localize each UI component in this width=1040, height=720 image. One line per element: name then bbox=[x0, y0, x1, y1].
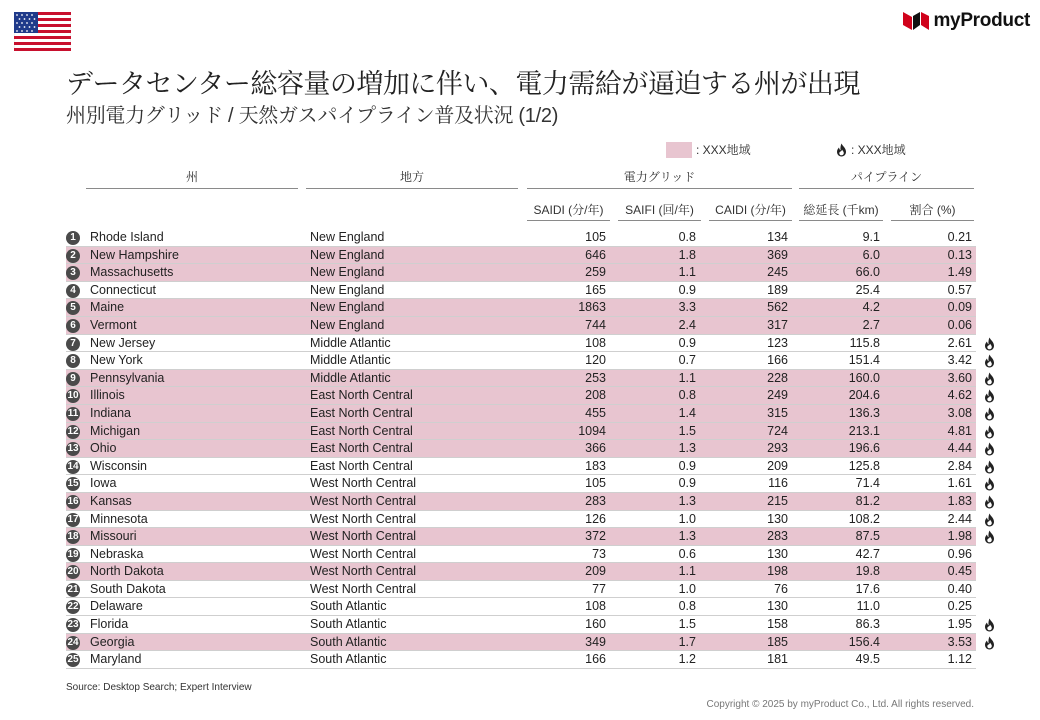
header-divider bbox=[891, 220, 974, 221]
caidi-value: 130 bbox=[767, 511, 788, 526]
region-name: West North Central bbox=[310, 529, 417, 544]
saifi-value: 1.1 bbox=[678, 370, 696, 385]
saidi-value: 183 bbox=[585, 458, 606, 473]
saidi-value: 646 bbox=[585, 247, 606, 262]
pipeline-length-value: 87.5 bbox=[855, 529, 880, 544]
pipeline-length-value: 204.6 bbox=[848, 388, 880, 403]
caidi-value: 130 bbox=[767, 599, 788, 614]
saidi-value: 108 bbox=[585, 335, 606, 350]
flame-icon bbox=[984, 354, 995, 368]
saifi-value: 1.4 bbox=[678, 405, 696, 420]
pipeline-ratio-value: 1.95 bbox=[947, 617, 972, 632]
page-title: データセンター総容量の増加に伴い、電力需給が逼迫する州が出現 bbox=[66, 69, 860, 99]
state-name: Vermont bbox=[90, 317, 137, 332]
caidi-value: 369 bbox=[767, 247, 788, 262]
brand-mark-icon bbox=[903, 12, 929, 30]
header-caidi: CAIDI (分/年) bbox=[715, 203, 786, 217]
table-row bbox=[66, 405, 976, 423]
table-row bbox=[66, 247, 976, 265]
region-name: Middle Atlantic bbox=[310, 335, 391, 350]
table-row bbox=[66, 317, 976, 335]
pipeline-length-value: 151.4 bbox=[848, 353, 880, 368]
state-table bbox=[66, 229, 976, 669]
saidi-value: 283 bbox=[585, 493, 606, 508]
row-number-badge: 19 bbox=[67, 548, 79, 560]
pipeline-ratio-value: 0.40 bbox=[947, 581, 972, 596]
region-name: East North Central bbox=[310, 423, 413, 438]
region-name: South Atlantic bbox=[310, 617, 387, 632]
saidi-value: 744 bbox=[585, 317, 606, 332]
region-name: South Atlantic bbox=[310, 652, 387, 667]
saifi-value: 3.3 bbox=[678, 300, 696, 315]
pipeline-ratio-value: 0.57 bbox=[947, 282, 972, 297]
row-number-badge: 4 bbox=[66, 284, 80, 298]
state-name: Michigan bbox=[90, 423, 141, 438]
saifi-value: 1.1 bbox=[678, 564, 696, 579]
table-row bbox=[66, 598, 976, 616]
saidi-value: 455 bbox=[585, 405, 606, 420]
saifi-value: 1.3 bbox=[678, 441, 696, 456]
flame-icon bbox=[984, 407, 995, 421]
pipeline-length-value: 25.4 bbox=[855, 282, 880, 297]
pipeline-length-value: 66.0 bbox=[855, 265, 880, 280]
table-row bbox=[66, 511, 976, 529]
brand-name: myProduct bbox=[933, 10, 1030, 31]
pipeline-length-value: 125.8 bbox=[848, 458, 880, 473]
saidi-value: 73 bbox=[592, 546, 606, 561]
legend-shaded bbox=[666, 141, 751, 158]
pipeline-ratio-value: 3.42 bbox=[947, 353, 972, 368]
header-saifi: SAIFI (回/年) bbox=[625, 203, 694, 217]
saifi-value: 1.3 bbox=[678, 493, 696, 508]
state-name: Indiana bbox=[90, 405, 132, 420]
saidi-value: 126 bbox=[585, 511, 606, 526]
pipeline-ratio-value: 0.13 bbox=[947, 247, 972, 262]
state-name: Minnesota bbox=[90, 511, 148, 526]
legend-shade-label: : XXX地域 bbox=[696, 143, 751, 157]
row-number-badge: 5 bbox=[66, 301, 80, 315]
saidi-value: 105 bbox=[585, 476, 606, 491]
region-name: East North Central bbox=[310, 388, 413, 403]
row-number-badge: 8 bbox=[66, 354, 80, 368]
table-row bbox=[66, 475, 976, 493]
pipeline-length-value: 81.2 bbox=[855, 493, 880, 508]
region-name: New England bbox=[310, 265, 385, 280]
pipeline-ratio-value: 1.83 bbox=[947, 493, 972, 508]
pipeline-ratio-value: 1.49 bbox=[947, 265, 972, 280]
caidi-value: 158 bbox=[767, 617, 788, 632]
pipeline-ratio-value: 4.44 bbox=[947, 441, 972, 456]
pipeline-ratio-value: 0.25 bbox=[947, 599, 972, 614]
flame-icon bbox=[984, 442, 995, 456]
pipeline-length-value: 196.6 bbox=[848, 441, 880, 456]
region-name: New England bbox=[310, 247, 385, 262]
caidi-value: 215 bbox=[767, 493, 788, 508]
saifi-value: 1.1 bbox=[678, 265, 696, 280]
state-name: Kansas bbox=[90, 493, 132, 508]
header-divider bbox=[306, 188, 518, 189]
flame-icon bbox=[984, 460, 995, 474]
state-name: New York bbox=[90, 353, 143, 368]
row-number-badge: 17 bbox=[67, 513, 79, 525]
region-name: New England bbox=[310, 300, 385, 315]
pipeline-length-value: 42.7 bbox=[855, 546, 880, 561]
caidi-value: 249 bbox=[767, 388, 788, 403]
saifi-value: 1.0 bbox=[678, 581, 696, 596]
header-divider bbox=[618, 220, 701, 221]
table-row bbox=[66, 352, 976, 370]
state-name: Wisconsin bbox=[90, 458, 147, 473]
saifi-value: 1.0 bbox=[678, 511, 696, 526]
pipeline-ratio-value: 4.81 bbox=[947, 423, 972, 438]
pipeline-length-value: 6.0 bbox=[862, 247, 880, 262]
pipeline-length-value: 213.1 bbox=[848, 423, 880, 438]
saifi-value: 0.9 bbox=[678, 458, 696, 473]
caidi-value: 166 bbox=[767, 353, 788, 368]
row-number-badge: 21 bbox=[67, 583, 79, 595]
legend-shade-swatch bbox=[666, 142, 692, 158]
flame-icon bbox=[984, 636, 995, 650]
saifi-value: 1.5 bbox=[678, 617, 696, 632]
caidi-value: 181 bbox=[767, 652, 788, 667]
pipeline-ratio-value: 2.61 bbox=[947, 335, 972, 350]
caidi-value: 134 bbox=[767, 230, 788, 244]
state-name: Florida bbox=[90, 617, 129, 632]
pipeline-ratio-value: 0.96 bbox=[947, 546, 972, 561]
flame-icon bbox=[984, 425, 995, 439]
caidi-value: 185 bbox=[767, 634, 788, 649]
caidi-value: 317 bbox=[767, 317, 788, 332]
us-flag-icon bbox=[14, 12, 71, 51]
region-name: West North Central bbox=[310, 476, 417, 491]
pipeline-length-value: 2.7 bbox=[862, 317, 880, 332]
table-row bbox=[66, 370, 976, 388]
state-name: Delaware bbox=[90, 599, 143, 614]
legend-flame-label: : XXX地域 bbox=[851, 143, 906, 157]
state-name: Illinois bbox=[90, 388, 125, 403]
pipeline-ratio-value: 2.84 bbox=[947, 458, 972, 473]
row-number-badge: 2 bbox=[66, 249, 80, 263]
state-name: Maine bbox=[90, 300, 125, 315]
region-name: West North Central bbox=[310, 581, 417, 596]
region-name: New England bbox=[310, 230, 385, 244]
header-region: 地方 bbox=[399, 170, 424, 184]
saifi-value: 0.8 bbox=[678, 599, 696, 614]
region-name: New England bbox=[310, 282, 385, 297]
state-name: Georgia bbox=[90, 634, 135, 649]
pipeline-length-value: 49.5 bbox=[855, 652, 880, 667]
pipeline-ratio-value: 3.53 bbox=[947, 634, 972, 649]
state-name: Nebraska bbox=[90, 546, 144, 561]
table-row bbox=[66, 299, 976, 317]
row-number-badge: 14 bbox=[67, 460, 79, 472]
caidi-value: 123 bbox=[767, 335, 788, 350]
pipeline-ratio-value: 0.06 bbox=[947, 317, 972, 332]
saidi-value: 108 bbox=[585, 599, 606, 614]
saidi-value: 105 bbox=[585, 230, 606, 244]
pipeline-length-value: 71.4 bbox=[855, 476, 880, 491]
pipeline-ratio-value: 4.62 bbox=[947, 388, 972, 403]
header-group-pipeline: パイプライン bbox=[850, 170, 923, 184]
row-number-badge: 20 bbox=[67, 566, 79, 578]
caidi-value: 116 bbox=[768, 476, 788, 491]
row-number-badge: 22 bbox=[67, 601, 79, 613]
header-divider bbox=[86, 188, 298, 189]
caidi-value: 315 bbox=[767, 405, 788, 420]
pipeline-ratio-value: 1.98 bbox=[947, 529, 972, 544]
saidi-value: 165 bbox=[585, 282, 606, 297]
table-row bbox=[66, 563, 976, 581]
legend-flame bbox=[836, 141, 906, 158]
caidi-value: 130 bbox=[767, 546, 788, 561]
row-number-badge: 10 bbox=[67, 390, 79, 402]
caidi-value: 76 bbox=[774, 581, 788, 596]
pipeline-length-value: 17.6 bbox=[855, 581, 880, 596]
row-number-badge: 16 bbox=[67, 495, 79, 507]
saidi-value: 349 bbox=[585, 634, 606, 649]
table-row bbox=[66, 616, 976, 634]
table-row bbox=[66, 423, 976, 441]
saidi-value: 209 bbox=[585, 564, 606, 579]
state-name: Iowa bbox=[90, 476, 117, 491]
header-length: 総延長 (千km) bbox=[803, 203, 879, 217]
row-number-badge: 23 bbox=[67, 619, 79, 631]
table-row bbox=[66, 493, 976, 511]
header-group-grid: 電力グリッド bbox=[623, 170, 696, 184]
saifi-value: 2.4 bbox=[678, 317, 696, 332]
state-name: New Jersey bbox=[90, 335, 156, 350]
saifi-value: 1.5 bbox=[678, 423, 696, 438]
region-name: East North Central bbox=[310, 458, 413, 473]
region-name: South Atlantic bbox=[310, 634, 387, 649]
pipeline-length-value: 86.3 bbox=[855, 617, 880, 632]
region-name: Middle Atlantic bbox=[310, 353, 391, 368]
saifi-value: 0.7 bbox=[678, 353, 696, 368]
flame-icon bbox=[836, 143, 847, 157]
flame-icon bbox=[984, 618, 995, 632]
saifi-value: 0.9 bbox=[678, 282, 696, 297]
saifi-value: 1.8 bbox=[678, 247, 696, 262]
table-row bbox=[66, 440, 976, 458]
flame-icon bbox=[984, 513, 995, 527]
saifi-value: 0.8 bbox=[678, 388, 696, 403]
caidi-value: 189 bbox=[767, 282, 788, 297]
saidi-value: 372 bbox=[585, 529, 606, 544]
header-state: 州 bbox=[185, 170, 198, 184]
region-name: South Atlantic bbox=[310, 599, 387, 614]
state-name: Missouri bbox=[90, 529, 137, 544]
pipeline-length-value: 156.4 bbox=[848, 634, 880, 649]
pipeline-length-value: 4.2 bbox=[862, 300, 880, 315]
row-number-badge: 7 bbox=[66, 337, 80, 351]
saidi-value: 259 bbox=[585, 265, 606, 280]
saidi-value: 120 bbox=[585, 353, 606, 368]
row-number-badge: 9 bbox=[66, 372, 80, 386]
pipeline-length-value: 9.1 bbox=[862, 230, 880, 244]
pipeline-ratio-value: 3.08 bbox=[947, 405, 972, 420]
flame-icon bbox=[984, 389, 995, 403]
flame-icon bbox=[984, 530, 995, 544]
table-row bbox=[66, 264, 976, 282]
region-name: West North Central bbox=[310, 493, 417, 508]
header-divider bbox=[527, 188, 792, 189]
brand-logo bbox=[903, 10, 1030, 32]
table-row bbox=[66, 546, 976, 564]
caidi-value: 724 bbox=[767, 423, 788, 438]
header-divider bbox=[799, 188, 974, 189]
header-saidi: SAIDI (分/年) bbox=[533, 203, 604, 217]
table-row bbox=[66, 458, 976, 476]
flame-icon bbox=[984, 477, 995, 491]
flame-icon bbox=[984, 337, 995, 351]
table-row bbox=[66, 282, 976, 300]
pipeline-length-value: 11.0 bbox=[856, 599, 880, 614]
row-number-badge: 13 bbox=[67, 443, 79, 455]
caidi-value: 562 bbox=[767, 300, 788, 315]
flame-icon bbox=[984, 372, 995, 386]
copyright-note: Copyright © 2025 by myProduct Co., Ltd. All rights reserved. bbox=[706, 699, 974, 710]
saifi-value: 0.8 bbox=[678, 230, 696, 244]
table-row bbox=[66, 387, 976, 405]
saifi-value: 0.6 bbox=[678, 546, 696, 561]
pipeline-ratio-value: 1.61 bbox=[947, 476, 972, 491]
pipeline-ratio-value: 0.45 bbox=[947, 564, 972, 579]
header-divider bbox=[527, 220, 610, 221]
page-subtitle: 州別電力グリッド / 天然ガスパイプライン普及状況 (1/2) bbox=[66, 105, 559, 127]
saidi-value: 160 bbox=[585, 617, 606, 632]
source-note: Source: Desktop Search; Expert Interview bbox=[66, 682, 252, 693]
state-name: New Hampshire bbox=[90, 247, 179, 262]
region-name: East North Central bbox=[310, 405, 413, 420]
region-name: West North Central bbox=[310, 546, 417, 561]
header-ratio: 割合 (%) bbox=[909, 203, 956, 217]
region-name: Middle Atlantic bbox=[310, 370, 391, 385]
pipeline-length-value: 19.8 bbox=[855, 564, 880, 579]
row-number-badge: 24 bbox=[67, 636, 79, 648]
state-name: Maryland bbox=[90, 652, 142, 667]
pipeline-length-value: 160.0 bbox=[848, 370, 880, 385]
saifi-value: 1.7 bbox=[678, 634, 696, 649]
table-row bbox=[66, 581, 976, 599]
saidi-value: 366 bbox=[585, 441, 606, 456]
pipeline-ratio-value: 2.44 bbox=[947, 511, 972, 526]
saidi-value: 1863 bbox=[578, 300, 606, 315]
caidi-value: 198 bbox=[767, 564, 788, 579]
table-row bbox=[66, 634, 976, 652]
state-name: Ohio bbox=[90, 441, 117, 456]
row-number-badge: 12 bbox=[67, 425, 79, 437]
saifi-value: 0.9 bbox=[678, 476, 696, 491]
row-number-badge: 15 bbox=[67, 478, 79, 490]
pipeline-ratio-value: 0.21 bbox=[947, 230, 972, 244]
table-row bbox=[66, 335, 976, 353]
pipeline-length-value: 115.8 bbox=[849, 335, 880, 350]
table-row bbox=[66, 229, 976, 247]
header-divider bbox=[799, 220, 883, 221]
state-name: South Dakota bbox=[90, 581, 166, 596]
pipeline-ratio-value: 1.12 bbox=[947, 652, 972, 667]
saifi-value: 1.3 bbox=[678, 529, 696, 544]
row-number-badge: 6 bbox=[66, 319, 80, 333]
row-number-badge: 11 bbox=[67, 407, 79, 419]
caidi-value: 209 bbox=[767, 458, 788, 473]
table-row bbox=[66, 651, 976, 669]
saifi-value: 1.2 bbox=[678, 652, 696, 667]
state-name: Pennsylvania bbox=[90, 370, 165, 385]
caidi-value: 283 bbox=[767, 529, 788, 544]
table-row bbox=[66, 528, 976, 546]
saidi-value: 77 bbox=[592, 581, 606, 596]
region-name: East North Central bbox=[310, 441, 413, 456]
caidi-value: 293 bbox=[767, 441, 788, 456]
saifi-value: 0.9 bbox=[678, 335, 696, 350]
row-number-badge: 3 bbox=[66, 266, 80, 280]
flame-icon bbox=[984, 495, 995, 509]
state-name: Rhode Island bbox=[90, 230, 164, 244]
row-number-badge: 18 bbox=[67, 531, 79, 543]
pipeline-length-value: 108.2 bbox=[848, 511, 880, 526]
row-number-badge: 25 bbox=[67, 654, 79, 666]
region-name: West North Central bbox=[310, 511, 417, 526]
region-name: New England bbox=[310, 317, 385, 332]
region-name: West North Central bbox=[310, 564, 417, 579]
pipeline-ratio-value: 0.09 bbox=[947, 300, 972, 315]
saidi-value: 166 bbox=[585, 652, 606, 667]
pipeline-ratio-value: 3.60 bbox=[947, 370, 972, 385]
state-name: Massachusetts bbox=[90, 265, 174, 280]
state-name: North Dakota bbox=[90, 564, 164, 579]
state-name: Connecticut bbox=[90, 282, 157, 297]
saidi-value: 208 bbox=[585, 388, 606, 403]
caidi-value: 228 bbox=[767, 370, 788, 385]
saidi-value: 1094 bbox=[578, 423, 606, 438]
pipeline-length-value: 136.3 bbox=[848, 405, 880, 420]
saidi-value: 253 bbox=[585, 370, 606, 385]
row-number-badge: 1 bbox=[66, 231, 80, 245]
caidi-value: 245 bbox=[767, 265, 788, 280]
header-divider bbox=[709, 220, 792, 221]
